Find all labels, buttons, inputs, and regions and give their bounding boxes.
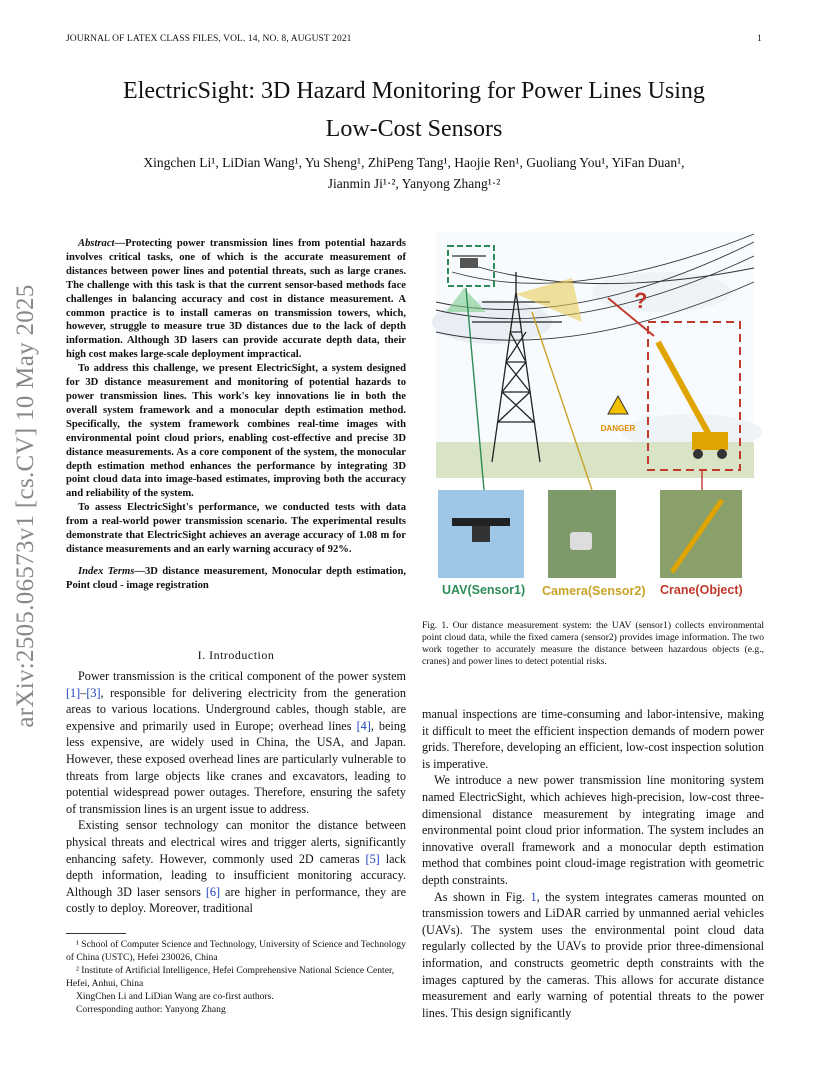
uav-label: UAV(Sensor1) — [442, 583, 526, 597]
camera-label: Camera(Sensor2) — [542, 584, 646, 598]
footnote-rule — [66, 933, 126, 934]
svg-text:?: ? — [634, 288, 648, 313]
arxiv-stamp: arXiv:2505.06573v1 [cs.CV] 10 May 2025 — [12, 284, 39, 728]
svg-text:DANGER: DANGER — [600, 424, 636, 433]
figure-illustration — [422, 232, 764, 604]
index-terms-label: Index Terms — [78, 565, 135, 577]
citation-link[interactable]: [3] — [86, 685, 101, 700]
figure-1 — [422, 232, 764, 604]
running-header: JOURNAL OF LATEX CLASS FILES, VOL. 14, NO. 8, AUGUST 2021 — [66, 34, 352, 44]
citation-link[interactable]: [5] — [365, 851, 380, 866]
right-column-text: manual inspections are time-consuming and labor-intensive, making it difficult to meet the efficient inspection demands of modern power grids. Therefore, developing an efficient, low-cost inspection solution is imperative. We introduce a new power transmission line monitoring system named ElectricSight, which achieves high-precision, low-cost three-dimensional distance measurement by integrating image and environmental point cloud prior information. The system includes an innovative overall framework and a monocular depth estimation method that combines point cloud-image registration with geometric depth constraints. As shown in Fig. 1, the system integrates cameras mounted on transmission towers and LiDAR carried by unmanned aerial vehicles (UAVs). The system uses the environmental point cloud data regularly collected by the UAVs to provide prior three-dimensional information, and constructs geometric depth constraints with the images captured by the cameras. This allows for accurate distance measurement and early warning of potential threats to the power lines. This design significantly — [422, 707, 764, 1020]
intro-text: Power transmission is the critical component of the power system [1]–[3], responsible for delivering electricity from the generation areas to various locations. Underground cables, though stable, are expensive and primarily used in Europe; overhead lines [4], being less expensive, are widely used in China, the USA, and Japan. However, these exposed overhead lines are particularly vulnerable to threats from large objects like cranes and excavators, leading to potential widespread power outages. Therefore, ensuring the safety of transmission lines is an urgent issue to address. Existing sensor technology can monitor the distance between physical threats and electrical wires and trigger alerts, significantly enhancing safety. However, commonly used 2D cameras [5] lack depth information, leading to insufficient monitoring accuracy. Although 3D laser sensors [6] are higher in performance, they are costly to deploy. Moreover, traditional — [66, 669, 407, 916]
page-number: 1 — [757, 34, 762, 44]
footnotes: ¹ School of Computer Science and Technology, University of Science and Technology of China (USTC), Hefei 230026, China ² Institute of Artificial Intelligence, Hefei Comprehensive National Science Center, Hefei, Anhui, China XingChen Li and LiDian Wang are co-first authors. Corresponding author: Yanyong Zhang — [66, 939, 406, 1015]
abstract: Abstract—Protecting power transmission lines from potential hazards involves critical tasks, one of which is the accurate measurement of distances between power lines and potential threats, such as large cranes. The challenge with this task is that the current sensor-based methods face challenges in balancing accuracy and cost in distance measurement. A common practice is to install cameras on transmission towers, which, however, struggle to measure true 3D distances due to the lack of depth information. Although 3D lasers can provide accurate depth data, their high cost makes large-scale deployment impractical. To address this challenge, we present ElectricSight, a system designed for 3D distance measurement and monitoring of potential hazards to power transmission lines. This work's key innovations lie in both the overall system framework and a monocular depth estimation method. Specifically, the system framework combines real-time images with environmental point cloud priors, enabling cost-effective and precise 3D distance measurements. As a core component of the system, the monocular depth estimation method enhances the performance by integrating 3D point cloud data into image-based estimates, improving both the accuracy and reliability of the system. To assess ElectricSight's performance, we conducted tests with data from a real-world power transmission scenario. The experimental results demonstrate that ElectricSight achieves an average accuracy of 1.08 m for distance measurements and an early warning accuracy of 92%. Index Terms—3D distance measurement, Monocular depth estimation, Point cloud - image registration — [66, 238, 406, 591]
citation-link[interactable]: [6] — [205, 884, 221, 899]
figure-link[interactable]: 1 — [530, 889, 537, 904]
citation-link[interactable]: [4] — [356, 718, 371, 733]
section-heading: I. Introduction — [197, 648, 275, 662]
abstract-label: Abstract — [78, 238, 115, 249]
crane-label: Crane(Object) — [660, 583, 743, 597]
author-list: Xingchen Li¹, LiDian Wang¹, Yu Sheng¹, ZhiPeng Tang¹, Haojie Ren¹, Guoliang You¹, YiFan Duan¹, Jianmin Ji¹·², Yanyong Zhang¹·² — [143, 155, 685, 191]
figure-caption: Fig. 1. Our distance measurement system: the UAV (sensor1) collects environmental point cloud data, while the fixed camera (sensor2) provides image information. The two work together to accurately measure the distance between hazardous objects (e.g., cranes) and power lines to detect potential risks. — [422, 620, 764, 667]
citation-link[interactable]: [1] — [66, 685, 81, 700]
paper-title: ElectricSight: 3D Hazard Monitoring for Power Lines Using Low-Cost Sensors — [123, 78, 705, 142]
